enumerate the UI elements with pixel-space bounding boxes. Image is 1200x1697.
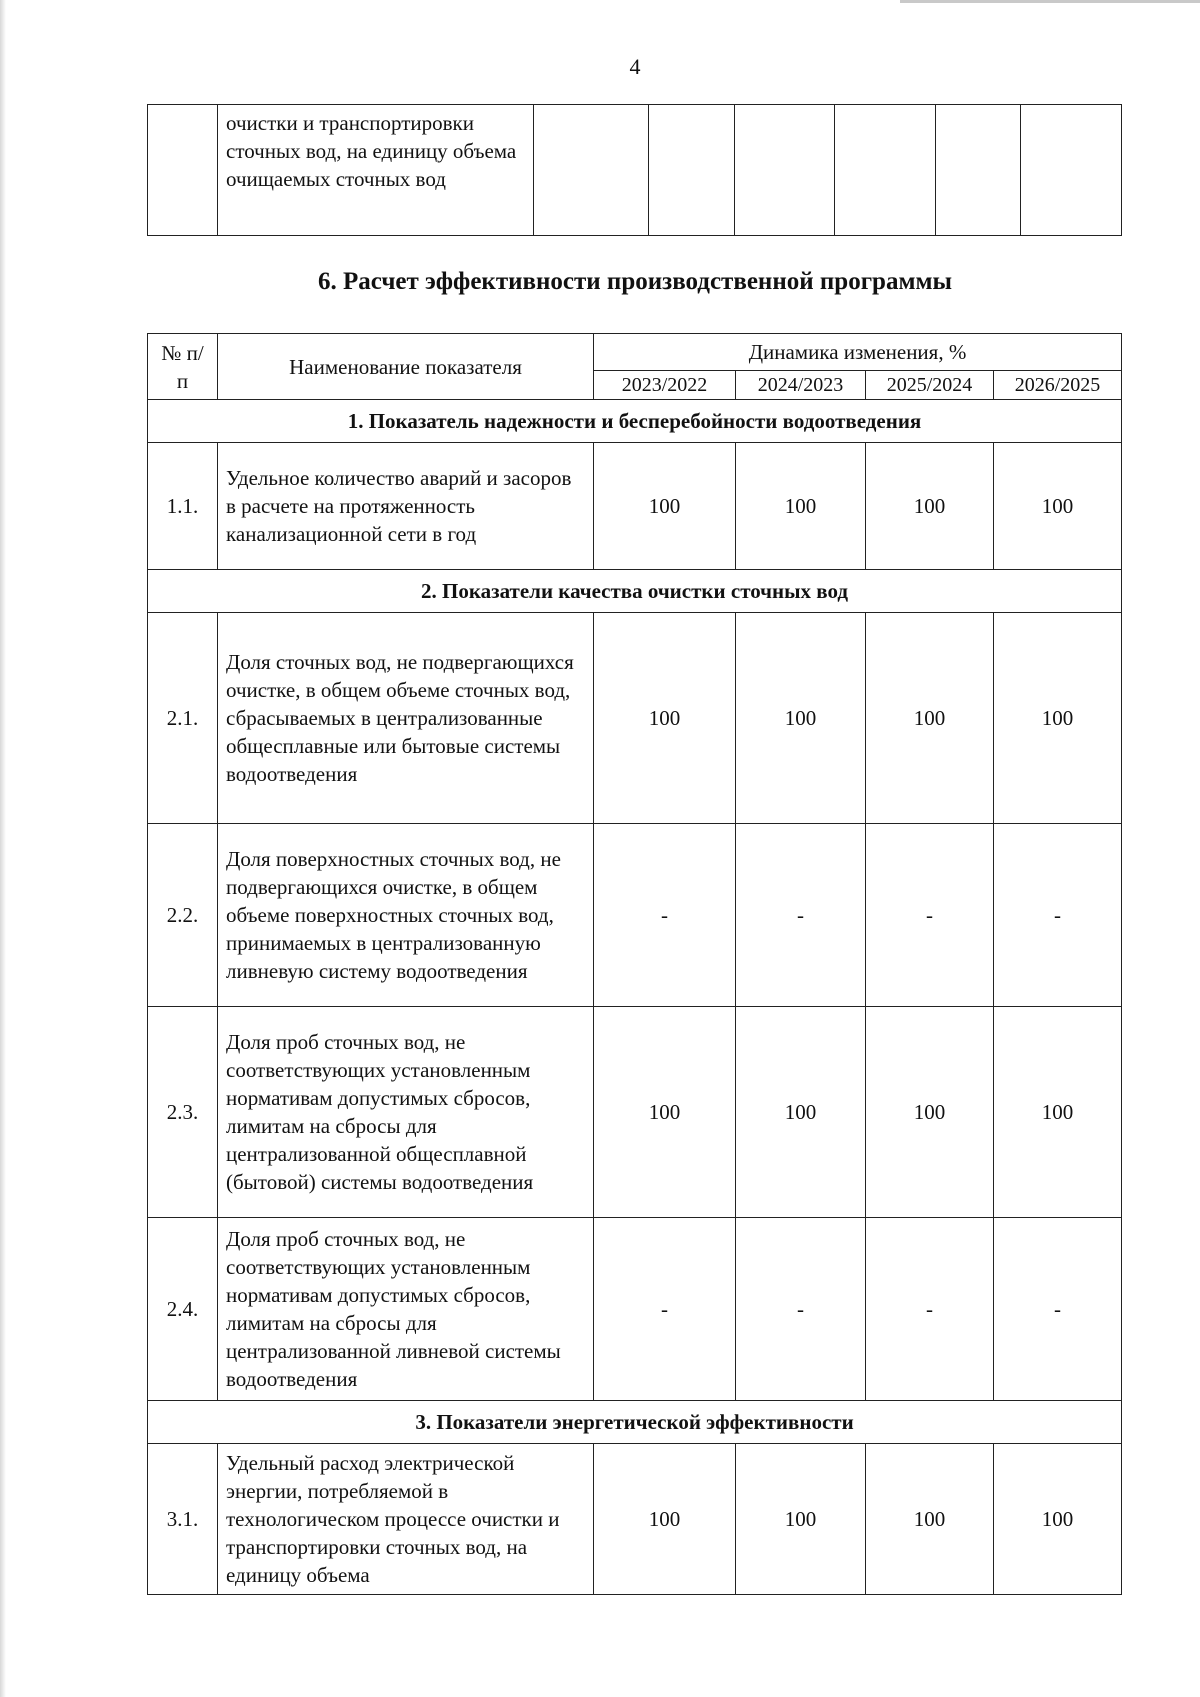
indicator-name: Доля сточных вод, не подвергающихся очистке, в общем объеме сточных вод, сбрасываемых в централизованные общесплавные или бытовые системы водоотведения	[218, 613, 594, 824]
scan-edge-top	[900, 0, 1200, 3]
empty-cell	[1021, 105, 1122, 236]
value-cell: 100	[736, 443, 866, 570]
table-row	[148, 105, 1122, 236]
value-cell: 100	[736, 1007, 866, 1218]
value-cell: 100	[866, 613, 994, 824]
column-header-dynamics: Динамика изменения, %	[594, 334, 1122, 371]
row-number: 3.1.	[148, 1444, 218, 1595]
value-cell: 100	[594, 443, 736, 570]
value-cell: -	[994, 824, 1122, 1007]
value-cell: -	[736, 1218, 866, 1401]
number-cell	[148, 105, 218, 236]
group-title: 3. Показатели энергетической эффективности	[148, 1401, 1122, 1444]
row-number: 2.4.	[148, 1218, 218, 1401]
page-number: 4	[629, 54, 641, 79]
indicator-name: Доля проб сточных вод, не соответствующих установленным нормативам допустимых сбросов, лимитам на сбросы для централизованной ливневой системы водоотведения	[218, 1218, 594, 1401]
group-row	[148, 400, 1122, 443]
indicator-name: Доля поверхностных сточных вод, не подвергающихся очистке, в общем объеме поверхностных сточных вод, принимаемых в централизованную ливневую систему водоотведения	[218, 824, 594, 1007]
row-number: 1.1.	[148, 443, 218, 570]
empty-cell	[835, 105, 936, 236]
table-row	[148, 613, 1122, 824]
table-row	[148, 443, 1122, 570]
table-header-row	[148, 334, 1122, 371]
value-cell: 100	[866, 443, 994, 570]
value-cell: -	[594, 824, 736, 1007]
value-cell: 100	[994, 1444, 1122, 1595]
year-header: 2025/2024	[866, 371, 994, 400]
empty-cell	[649, 105, 735, 236]
empty-cell	[936, 105, 1021, 236]
empty-cell	[735, 105, 835, 236]
section-title: 6. Расчет эффективности производственной программы	[317, 268, 953, 295]
column-header-number: № п/п	[148, 334, 218, 400]
value-cell: 100	[736, 1444, 866, 1595]
value-cell: 100	[594, 1444, 736, 1595]
row-number: 2.3.	[148, 1007, 218, 1218]
group-title: 2. Показатели качества очистки сточных вод	[148, 570, 1122, 613]
value-cell: 100	[866, 1007, 994, 1218]
indicator-name-cell: очистки и транспортировки сточных вод, на единицу объема очищаемых сточных вод	[218, 105, 534, 236]
continuation-table	[147, 104, 1122, 236]
column-header-name: Наименование показателя	[218, 334, 594, 400]
year-header: 2026/2025	[994, 371, 1122, 400]
value-cell: 100	[994, 613, 1122, 824]
year-header: 2024/2023	[736, 371, 866, 400]
table-row	[148, 824, 1122, 1007]
value-cell: 100	[866, 1444, 994, 1595]
indicator-name: Удельный расход электрической энергии, потребляемой в технологическом процессе очистки и транспортировки сточных вод, на единицу объема	[218, 1444, 594, 1595]
value-cell: 100	[736, 613, 866, 824]
group-row	[148, 570, 1122, 613]
value-cell: 100	[594, 1007, 736, 1218]
value-cell: -	[866, 1218, 994, 1401]
value-cell: -	[866, 824, 994, 1007]
row-number: 2.1.	[148, 613, 218, 824]
group-row	[148, 1401, 1122, 1444]
scan-edge-left	[0, 0, 6, 1697]
value-cell: 100	[594, 613, 736, 824]
value-cell: -	[994, 1218, 1122, 1401]
table-row	[148, 1444, 1122, 1595]
indicator-name: Доля проб сточных вод, не соответствующих установленным нормативам допустимых сбросов, лимитам на сбросы для централизованной общесплавной (бытовой) системы водоотведения	[218, 1007, 594, 1218]
value-cell: -	[594, 1218, 736, 1401]
row-number: 2.2.	[148, 824, 218, 1007]
efficiency-table	[147, 333, 1122, 1595]
year-header: 2023/2022	[594, 371, 736, 400]
table-row	[148, 1218, 1122, 1401]
group-title: 1. Показатель надежности и бесперебойности водоотведения	[148, 400, 1122, 443]
indicator-name: Удельное количество аварий и засоров в расчете на протяженность канализационной сети в год	[218, 443, 594, 570]
value-cell: -	[736, 824, 866, 1007]
table-row	[148, 1007, 1122, 1218]
value-cell: 100	[994, 443, 1122, 570]
empty-cell	[534, 105, 649, 236]
value-cell: 100	[994, 1007, 1122, 1218]
